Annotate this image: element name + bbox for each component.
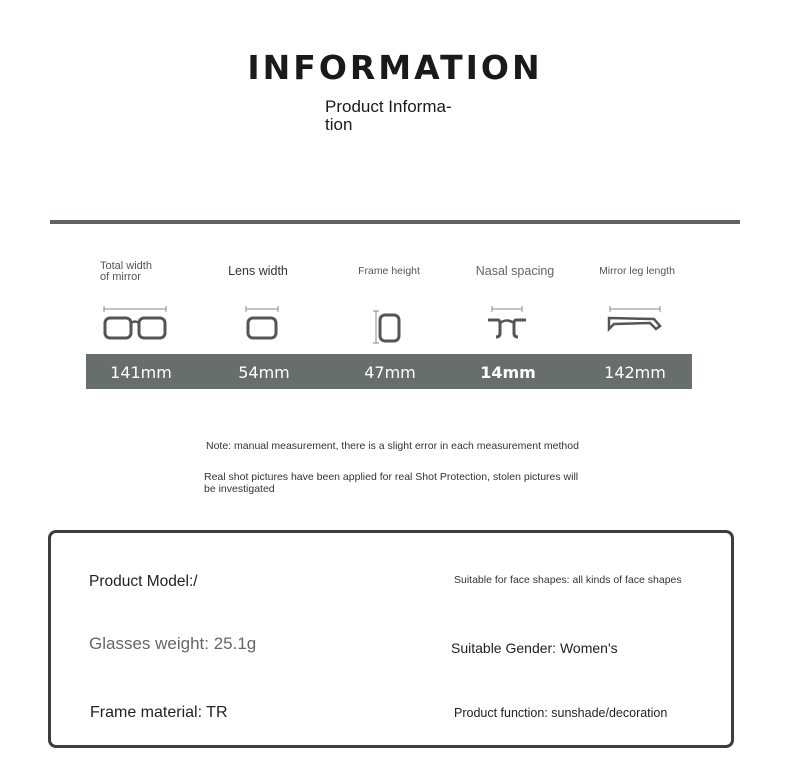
measure-label-frame-height: Frame height <box>358 265 420 277</box>
page-subtitle: Product Informa-tion <box>325 97 452 134</box>
measure-label-nasal-spacing: Nasal spacing <box>475 264 555 278</box>
section-divider <box>50 220 740 224</box>
value-total-width: 141mm <box>110 363 172 382</box>
frame-material: Frame material: TR <box>90 704 228 721</box>
single-lens-icon <box>242 305 282 343</box>
measure-label-leg-length: Mirror leg length <box>599 265 675 277</box>
suitable-gender: Suitable Gender: Women's <box>451 640 618 656</box>
nose-bridge-icon <box>486 305 528 343</box>
glasses-weight: Glasses weight: 25.1g <box>89 634 257 653</box>
product-function: Product function: sunshade/decoration <box>454 706 668 720</box>
value-lens-width: 54mm <box>238 363 290 382</box>
temple-arm-icon <box>606 305 664 337</box>
measure-label-total-width: Total width of mirror <box>100 260 152 283</box>
protection-note: Real shot pictures have been applied for real Shot Protection, stolen pictures will be investigated <box>204 471 579 495</box>
value-frame-height: 47mm <box>364 363 416 382</box>
lens-height-icon <box>370 305 406 347</box>
measure-label-lens-width: Lens width <box>228 264 288 278</box>
measurement-values-bar <box>86 354 692 389</box>
page-title: INFORMATION <box>247 48 543 87</box>
full-frame-icon <box>100 305 170 343</box>
value-leg-length: 142mm <box>604 363 666 382</box>
measurement-note: Note: manual measurement, there is a slight error in each measurement method <box>206 440 579 452</box>
face-shapes: Suitable for face shapes: all kinds of face shapes <box>454 574 682 586</box>
product-model: Product Model:/ <box>89 573 198 590</box>
value-nasal-spacing: 14mm <box>480 363 536 382</box>
